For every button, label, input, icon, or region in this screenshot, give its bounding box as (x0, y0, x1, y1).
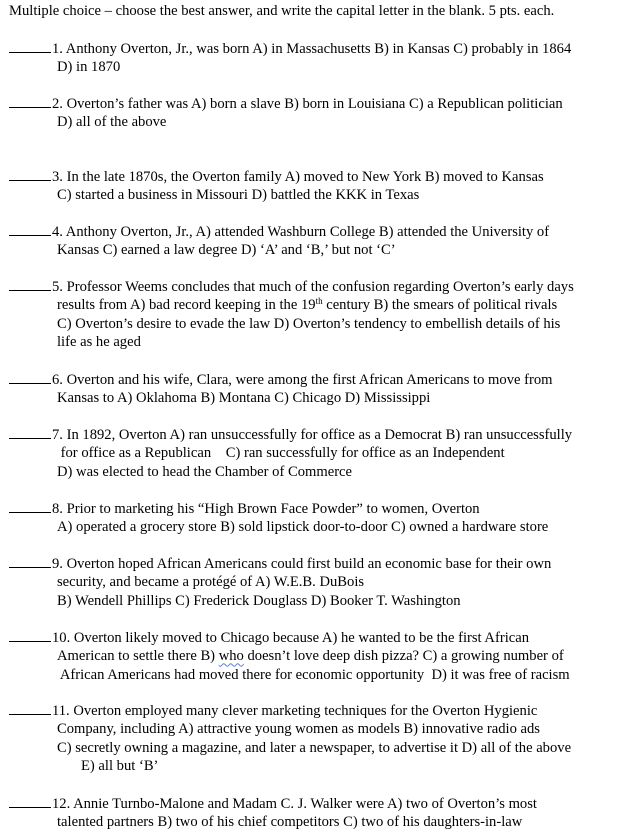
answer-blank-12[interactable] (9, 794, 51, 808)
question-8-line-1: 8. Prior to marketing his “High Brown Face Powder” to women, Overton (52, 501, 480, 517)
spellcheck-squiggle: who (218, 648, 244, 665)
question-4 (9, 222, 639, 260)
question-5 (9, 277, 639, 352)
answer-blank-6[interactable] (9, 370, 51, 384)
question-3-line-1: 3. In the late 1870s, the Overton family A) moved to New York B) moved to Kansas (52, 169, 544, 185)
answer-blank-3[interactable] (9, 167, 51, 181)
answer-blank-7[interactable] (9, 425, 51, 439)
answer-blank-10[interactable] (9, 628, 51, 642)
answer-blank-8[interactable] (9, 499, 51, 513)
question-9-line-1: 9. Overton hoped African Americans could first build an economic base for their own (52, 556, 552, 572)
question-4-line-1: 4. Anthony Overton, Jr., A) attended Washburn College B) attended the University of (52, 224, 550, 240)
question-3 (9, 167, 639, 205)
question-8-line-2: A) operated a grocery store B) sold lipstick door-to-door C) owned a hardware store (57, 519, 549, 536)
question-6-line-2: Kansas to A) Oklahoma B) Montana C) Chicago D) Mississippi (57, 390, 431, 407)
question-11-line-3: C) secretly owning a magazine, and later a newspaper, to advertise it D) all of the above (57, 739, 572, 756)
question-5-line-1: 5. Professor Weems concludes that much of the confusion regarding Overton’s early days (52, 279, 574, 295)
answer-blank-11[interactable] (9, 701, 51, 715)
question-9-line-2: security, and became a protégé of A) W.E.B. DuBois (57, 574, 365, 591)
question-5-line-4: life as he aged (57, 334, 141, 351)
question-7-line-2: for office as a Republican C) ran successfully for office as an Independent (57, 445, 505, 462)
question-12-line-1: 12. Annie Turnbo-Malone and Madam C. J. Walker were A) two of Overton’s most (52, 796, 537, 812)
question-11-line-1: 11. Overton employed many clever marketing techniques for the Overton Hygienic (52, 703, 538, 719)
question-4-line-2: Kansas C) earned a law degree D) ‘A’ and ‘B,’ but not ‘C’ (57, 242, 396, 259)
question-10-line-2: American to settle there B) who doesn’t love deep dish pizza? C) a growing number of (57, 648, 564, 665)
question-3-line-2: C) started a business in Missouri D) battled the KKK in Texas (57, 187, 420, 204)
question-5-line-3: C) Overton’s desire to evade the law D) Overton’s tendency to embellish details of his (57, 315, 561, 332)
question-1-line-1: 1. Anthony Overton, Jr., was born A) in Massachusetts B) in Kansas C) probably in 1864 (52, 41, 572, 57)
question-10-line-3: African Americans had moved there for economic opportunity D) it was free of racism (57, 666, 570, 683)
question-11 (9, 701, 639, 776)
question-10-line-1: 10. Overton likely moved to Chicago because A) he wanted to be the first African (52, 630, 529, 646)
answer-blank-5[interactable] (9, 277, 51, 291)
question-2 (9, 94, 639, 132)
question-7-line-3: D) was elected to head the Chamber of Commerce (57, 463, 353, 480)
question-1-line-2: D) in 1870 (57, 59, 121, 76)
question-8 (9, 499, 639, 537)
question-9 (9, 554, 639, 610)
question-5-line-2: results from A) bad record keeping in the 19th century B) the smears of political rivals (57, 296, 558, 314)
question-11-line-2: Company, including A) attractive young women as models B) innovative radio ads (57, 721, 540, 738)
answer-blank-4[interactable] (9, 222, 51, 236)
question-7 (9, 425, 639, 481)
question-6 (9, 370, 639, 408)
answer-blank-2[interactable] (9, 94, 51, 108)
question-1 (9, 39, 639, 77)
instructions: Multiple choice – choose the best answer, and write the capital letter in the blank. 5 pts. each. (9, 3, 555, 19)
question-11-line-4: E) all but ‘B’ (81, 758, 159, 775)
question-2-line-1: 2. Overton’s father was A) born a slave B) born in Louisiana C) a Republican politician (52, 96, 563, 112)
question-9-line-3: B) Wendell Phillips C) Frederick Douglass D) Booker T. Washington (57, 592, 461, 609)
question-10 (9, 628, 639, 684)
question-12-line-2: talented partners B) two of his chief competitors C) two of his daughters-in-law (57, 814, 523, 831)
question-2-line-2: D) all of the above (57, 114, 167, 131)
question-12 (9, 794, 639, 832)
answer-blank-9[interactable] (9, 554, 51, 568)
answer-blank-1[interactable] (9, 39, 51, 53)
question-6-line-1: 6. Overton and his wife, Clara, were among the first African Americans to move from (52, 372, 553, 388)
question-7-line-1: 7. In 1892, Overton A) ran unsuccessfully for office as a Democrat B) ran unsuccessfully (52, 427, 573, 443)
